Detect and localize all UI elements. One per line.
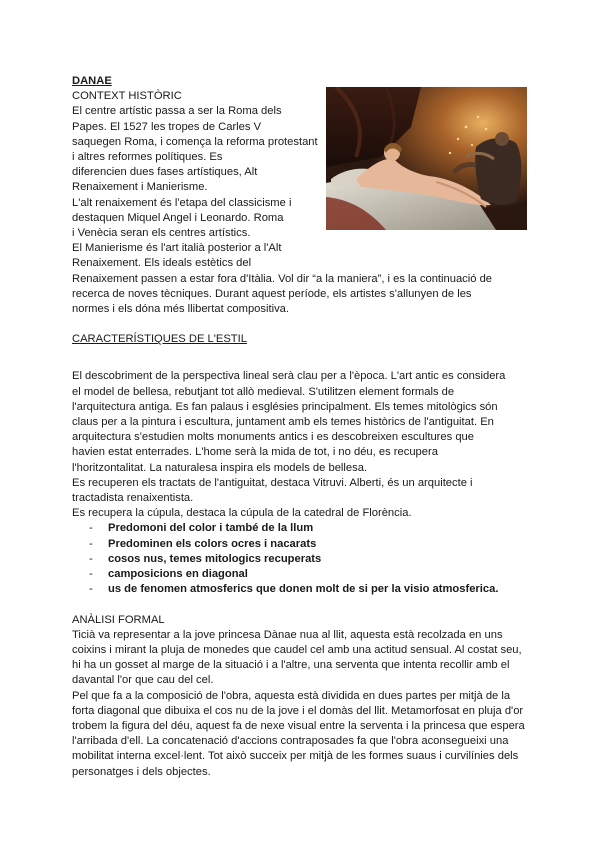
section-heading: ANÀLISI FORMAL xyxy=(72,613,165,626)
dash-marker: - xyxy=(89,583,93,596)
dash-marker: - xyxy=(89,537,93,550)
list-item xyxy=(72,567,532,582)
list-item-text: Predominen els colors ocres i nacarats xyxy=(108,537,317,550)
text-line: i Venècia seran els centres artístics. xyxy=(72,227,251,240)
list-item xyxy=(72,582,532,597)
text-line: recerca de noves tècniques. Durant aquest període, els artistes s'allunyen de les xyxy=(72,287,472,300)
text-line: destaquen Miquel Angel i Leonardo. Roma xyxy=(72,211,284,224)
text-line: Renaixement. Els ideals estètics del xyxy=(72,257,252,270)
text-line: Ticià va representar a la jove princesa Dànae nua al llit, aquesta està recolzada en uns xyxy=(72,628,503,641)
text-line: trobem la figura del déu, aquest fa de nexe visual entre la serventa i la princesa que espera xyxy=(72,719,525,732)
text-line: saquegen Roma, i comença la reforma protestant xyxy=(72,135,318,148)
text-line: Es recupera la cúpula, destaca la cúpula de la catedral de Florència. xyxy=(72,507,412,520)
text-line: Renaixement i Manierisme. xyxy=(72,181,208,194)
section-context-historic xyxy=(72,89,532,317)
section-heading: CARACTERÍSTIQUES DE L'ESTIL xyxy=(72,333,247,346)
spacer xyxy=(72,317,532,332)
list-item-text: camposicions en diagonal xyxy=(108,568,248,581)
text-line: Papes. El 1527 les tropes de Carles V xyxy=(72,120,262,133)
list-item-text: us de fenomen atmosferics que donen molt de si per la visio atmosferica. xyxy=(108,583,499,596)
text-line: el model de bellesa, rebutjant tot allò medieval. S'utilitzen element formals de xyxy=(72,385,455,398)
list-item-text: Predomoni del color i també de la llum xyxy=(108,522,314,535)
list-item xyxy=(72,537,532,552)
text-line: El centre artístic passa a ser la Roma dels xyxy=(72,105,282,118)
text-line: tractadista renaixentista. xyxy=(72,492,194,505)
text-line: personatges i dels objectes. xyxy=(72,765,211,778)
list-item xyxy=(72,552,532,567)
dash-marker: - xyxy=(89,552,93,565)
text-line: davantal l'or que cau del cel. xyxy=(72,674,214,687)
text-line: diferencien dues fases artístiques, Alt xyxy=(72,166,258,179)
dash-marker: - xyxy=(89,522,93,535)
text-line: coixins i mirant la pluja de monedes que caudel cel amb una actitud sensual. Al costat seu, xyxy=(72,643,522,656)
list-item-text: cosos nus, temes mitologics recuperats xyxy=(108,552,322,565)
section-caracteristiques xyxy=(72,332,532,597)
text-line: normes i els dóna més llibertat compositiva. xyxy=(72,303,290,316)
section-heading: CONTEXT HISTÒRIC xyxy=(72,90,182,103)
text-line: Pel que fa a la composició de l'obra, aquesta està dividida en dues partes per mitjà de la xyxy=(72,689,511,702)
text-line: havien estat enterrades. L'home serà la mida de tot, i no déu, es recupera xyxy=(72,446,438,459)
text-line: i altres reformes polítiques. Es xyxy=(72,151,223,164)
text-line: L'alt renaixement és l'etapa del classicisme i xyxy=(72,196,292,209)
text-line: El descobriment de la perspectiva lineal serà clau per a l'època. L'art antic es considera xyxy=(72,370,506,383)
text-line: Es recuperen els tractats de l'antiguitat, destaca Vitruvi. Alberti, és un arquitecte i xyxy=(72,476,473,489)
text-line: l'horitzontalitat. La naturalesa inspira els models de bellesa. xyxy=(72,461,368,474)
text-line: Renaixement passen a estar fora d'Itàlia. Vol dir “a la maniera”, i es la continuació de xyxy=(72,272,493,285)
document-body xyxy=(72,74,532,780)
text-line: El Manierisme és l'art italià posterior a l'Alt xyxy=(72,242,282,255)
spacer xyxy=(72,598,532,613)
document-title: DANAE xyxy=(72,75,112,87)
text-line: claus per a la pintura i escultura, juntament amb els temes històrics de l'antiguitat. En xyxy=(72,416,494,429)
text-line: l'arquitectura antiga. Es fan palaus i esglésies principalment. Els temes mitològics són xyxy=(72,400,498,413)
dash-marker: - xyxy=(89,568,93,581)
text-line: arquitectura s'estudien molts monuments antics i es descobreixen escultures que xyxy=(72,431,474,444)
text-line: mobilitat interna excel·lent. Tot això succeix per mitjà de les formes suaus i curvilínies dels xyxy=(72,750,519,763)
text-line: forta diagonal que dibuixa el cos nu de la jove i el domàs del llit. Metamorfosat en pluja d'or xyxy=(72,704,524,717)
text-line: l'arribada d'ell. La concatenació d'accions contraposades fa que l'obra aconsegueixi una xyxy=(72,735,509,748)
characteristics-list xyxy=(72,521,532,597)
section-analisi-formal xyxy=(72,613,532,780)
text-line: hi ha un gosset al marge de la situació i a l'altre, una serventa que intenta recollir amb el xyxy=(72,659,510,672)
spacer xyxy=(72,347,532,369)
context-narrow-text xyxy=(72,104,322,271)
list-item xyxy=(72,521,532,536)
